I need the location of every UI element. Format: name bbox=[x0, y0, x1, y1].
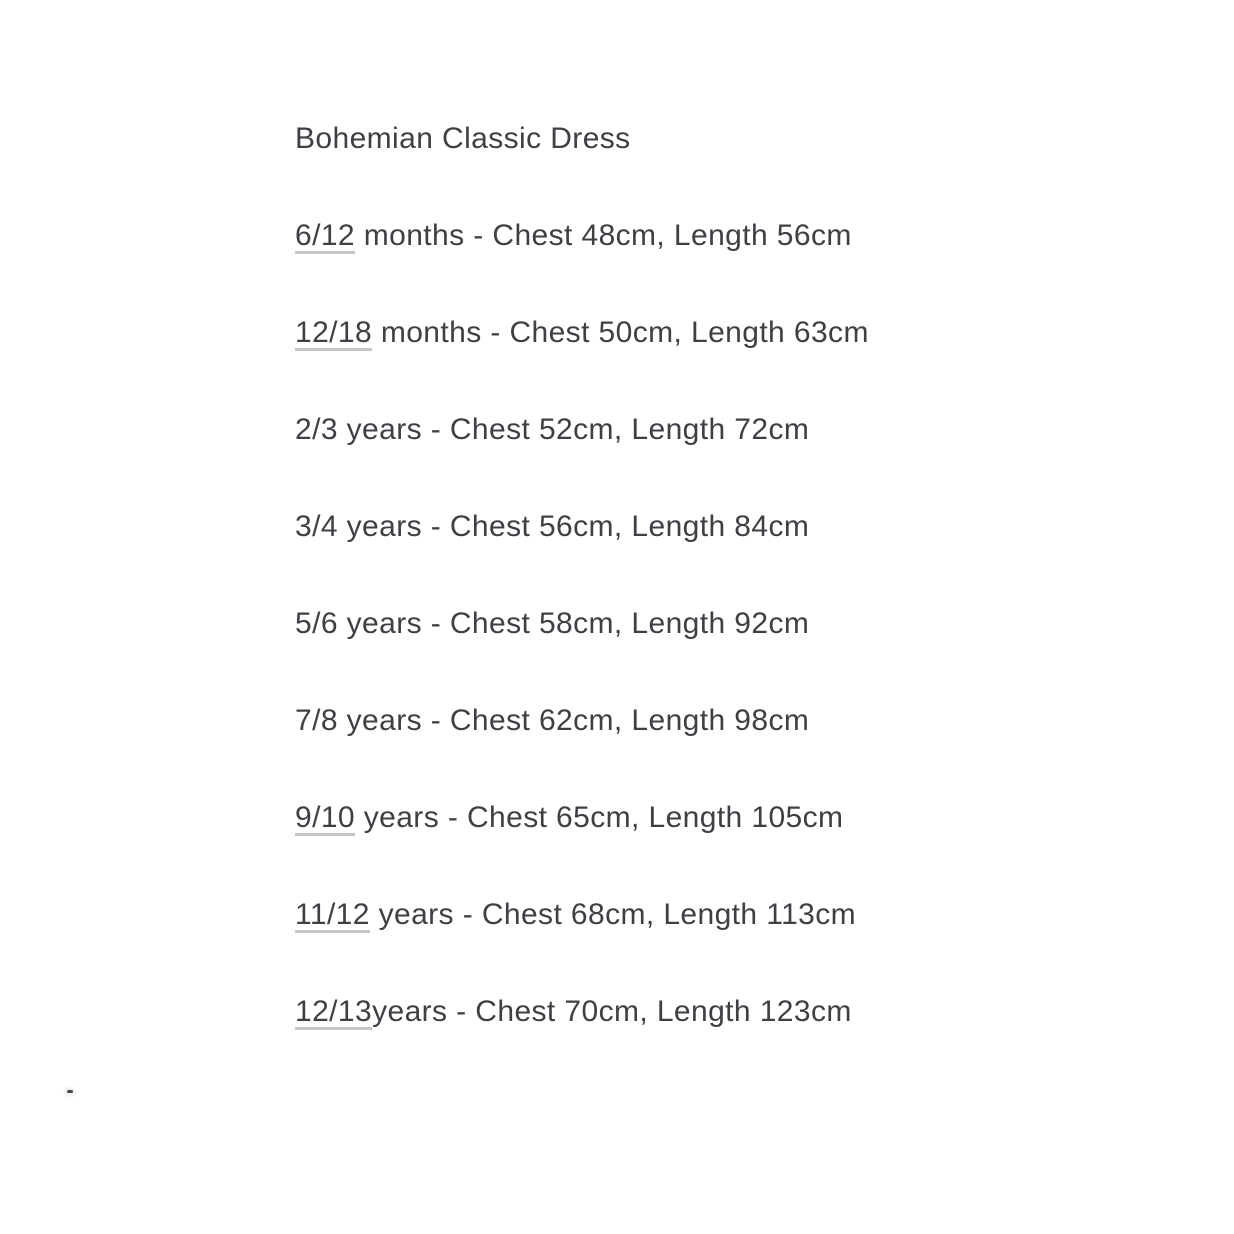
size-row bbox=[295, 994, 1194, 1030]
size-details: months - Chest 50cm, Length 63cm bbox=[372, 316, 869, 349]
size-label[interactable]: 11/12 bbox=[295, 898, 370, 931]
size-details: years - Chest 68cm, Length 113cm bbox=[369, 898, 857, 931]
size-label[interactable]: 12/18 bbox=[295, 316, 373, 349]
size-row bbox=[295, 412, 1194, 448]
size-label: 7/8 bbox=[295, 704, 338, 737]
size-row bbox=[295, 315, 1194, 351]
size-details: years - Chest 65cm, Length 105cm bbox=[355, 801, 844, 834]
size-row bbox=[295, 218, 1194, 254]
size-details: years - Chest 58cm, Length 92cm bbox=[337, 607, 810, 640]
size-details: years - Chest 56cm, Length 84cm bbox=[337, 510, 810, 543]
size-label: 2/3 bbox=[295, 413, 338, 446]
stray-dot-mark bbox=[67, 1090, 73, 1093]
size-details: months - Chest 48cm, Length 56cm bbox=[355, 219, 852, 252]
page-title: Bohemian Classic Dress bbox=[295, 122, 631, 155]
size-label: 3/4 bbox=[295, 510, 338, 543]
size-details: years - Chest 62cm, Length 98cm bbox=[337, 704, 810, 737]
size-row bbox=[295, 509, 1194, 545]
size-label[interactable]: 12/13 bbox=[295, 995, 373, 1028]
size-details: years - Chest 52cm, Length 72cm bbox=[337, 413, 810, 446]
size-label: 5/6 bbox=[295, 607, 338, 640]
size-row bbox=[295, 703, 1194, 739]
size-label[interactable]: 6/12 bbox=[295, 219, 355, 252]
size-row bbox=[295, 606, 1194, 642]
size-rows-container bbox=[295, 218, 1194, 1030]
size-row bbox=[295, 800, 1194, 836]
size-label[interactable]: 9/10 bbox=[295, 801, 355, 834]
size-row bbox=[295, 897, 1194, 933]
size-chart bbox=[295, 121, 1194, 1091]
size-details: years - Chest 70cm, Length 123cm bbox=[372, 995, 852, 1028]
